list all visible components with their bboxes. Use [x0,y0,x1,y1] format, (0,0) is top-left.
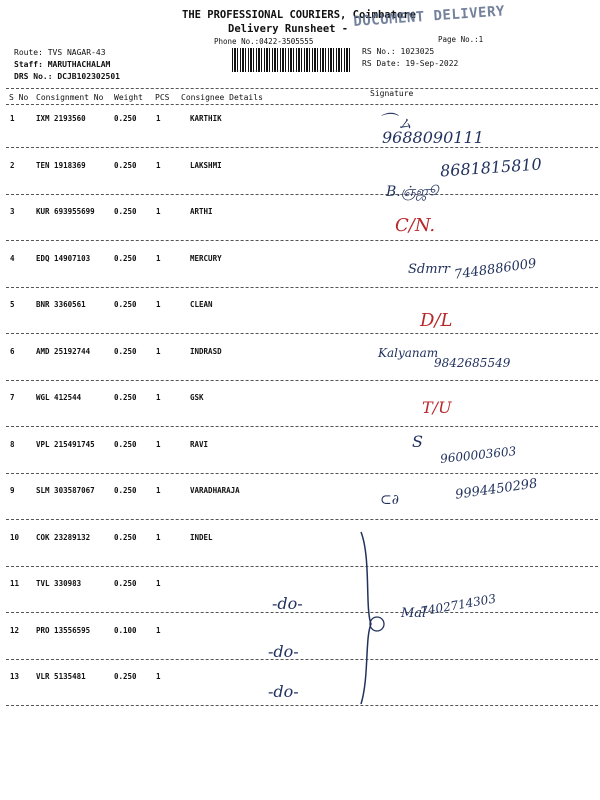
row-sno: 5 [10,300,15,309]
row-consignment-no: TEN 1918369 [36,161,86,170]
row-consignment-no: SLM 303587067 [36,486,95,495]
row-consignment-no: EDQ 14907103 [36,254,91,263]
ditto-mark-1: -do- [272,594,303,613]
page-number: Page No.:1 [438,35,484,44]
row-pcs: 1 [156,347,161,356]
row-sno: 10 [10,533,20,542]
row-weight: 0.100 [114,626,137,635]
header-rule-top [6,88,598,89]
row-sno: 6 [10,347,15,356]
row-consignee: INDEL [190,533,213,542]
handwritten-phone-11: 7402714303 [419,591,497,619]
signature-3: B.ஞ்ஜூ [386,184,439,200]
row-consignment-no: VLR 5135481 [36,672,86,681]
row-pcs: 1 [156,440,161,449]
row-pcs: 1 [156,207,161,216]
row-pcs: 1 [156,254,161,263]
row-divider [6,473,598,474]
handwritten-phone-8: 9600003603 [439,444,517,466]
row-sno: 9 [10,486,15,495]
signature-1: ⌒ㇺ [378,112,414,133]
row-consignment-no: AMD 25192744 [36,347,91,356]
ditto-mark-3: -do- [268,682,299,701]
col-consignment: Consignment No [36,93,104,102]
header-rule-bottom [6,104,598,105]
row-pcs: 1 [156,672,161,681]
row-divider [6,333,598,334]
row-consignee: GSK [190,393,204,402]
row-sno: 2 [10,161,15,170]
row-sno: 11 [10,579,20,588]
row-pcs: 1 [156,579,161,588]
barcode [232,48,350,72]
row-consignment-no: KUR 693955699 [36,207,95,216]
row-pcs: 1 [156,161,161,170]
row-consignee: ARTHI [190,207,213,216]
row-weight: 0.250 [114,207,137,216]
col-weight: Weight [114,93,143,102]
route: Route: TVS NAGAR-43 [14,48,106,57]
row-consignee: KARTHIK [190,114,222,123]
row-consignee: LAKSHMI [190,161,222,170]
row-consignment-no: IXM 2193560 [36,114,86,123]
row-sno: 3 [10,207,15,216]
row-weight: 0.250 [114,161,137,170]
row-sno: 12 [10,626,20,635]
row-consignee: VARADHARAJA [190,486,240,495]
signature-8: S [412,432,423,451]
row-consignment-no: COK 23289132 [36,533,91,542]
row-sno: 4 [10,254,15,263]
row-consignment-no: BNR 3360561 [36,300,86,309]
row-pcs: 1 [156,486,161,495]
row-consignee: RAVI [190,440,209,449]
col-signature: Signature [370,89,414,98]
handwritten-phone-1: 9688090111 [382,128,484,147]
staff: Staff: MARUTHACHALAM [14,60,111,69]
runsheet-title: Delivery Runsheet - [228,23,349,35]
row-pcs: 1 [156,300,161,309]
row-pcs: 1 [156,393,161,402]
row-divider [6,519,598,520]
phone-number: Phone No.:0422-3505555 [214,37,314,46]
row-divider [6,659,598,660]
signature-11: Mal [401,606,427,621]
rs-date: RS Date: 19-Sep-2022 [362,59,459,68]
row-consignee: CLEAN [190,300,213,309]
drs-number: DRS No.: DCJB102302501 [14,72,120,81]
handwritten-phone-6: 9842685549 [434,356,511,370]
row-pcs: 1 [156,533,161,542]
handwritten-phone-2: 8681815810 [439,154,543,181]
row-divider [6,705,598,706]
handwritten-phone-4: 7448886009 [453,256,538,283]
dl-note: D/L [420,310,453,331]
ditto-mark-2: -do- [268,642,299,661]
row-weight: 0.250 [114,114,137,123]
row-divider [6,147,598,148]
row-weight: 0.250 [114,533,137,542]
signature-4: Sdmrr [408,262,450,277]
company-title: THE PROFESSIONAL COURIERS, Coimbatore [182,9,416,21]
row-consignment-no: TVL 330983 [36,579,82,588]
rs-number: RS No.: 1023025 [362,47,435,56]
row-sno: 13 [10,672,20,681]
row-divider [6,566,598,567]
row-divider [6,194,598,195]
handwritten-phone-9: 9994450298 [454,476,539,503]
row-consignment-no: PRO 13556595 [36,626,91,635]
row-weight: 0.250 [114,579,137,588]
row-weight: 0.250 [114,486,137,495]
row-weight: 0.250 [114,672,137,681]
signature-9: ⊂∂ [380,492,399,508]
row-weight: 0.250 [114,393,137,402]
row-consignment-no: VPL 215491745 [36,440,95,449]
document-delivery-stamp: DOCUMENT DELIVERY [352,3,506,30]
tu-note: T/U [422,398,452,417]
col-pcs: PCS [155,93,170,102]
row-divider [6,380,598,381]
row-consignment-no: WGL 412544 [36,393,82,402]
row-divider [6,426,598,427]
row-divider [6,240,598,241]
row-consignee: MERCURY [190,254,222,263]
row-sno: 1 [10,114,15,123]
cn-note: C/N. [395,215,436,236]
row-weight: 0.250 [114,254,137,263]
row-divider [6,287,598,288]
col-consignee: Consignee Details [181,93,263,102]
row-weight: 0.250 [114,300,137,309]
row-sno: 8 [10,440,15,449]
row-sno: 7 [10,393,15,402]
col-sno: S No [9,93,29,102]
row-pcs: 1 [156,626,161,635]
row-weight: 0.250 [114,347,137,356]
row-weight: 0.250 [114,440,137,449]
bracket-mark [355,528,385,708]
row-consignee: INDRASD [190,347,222,356]
signature-6: Kalyanam [378,346,439,360]
row-pcs: 1 [156,114,161,123]
